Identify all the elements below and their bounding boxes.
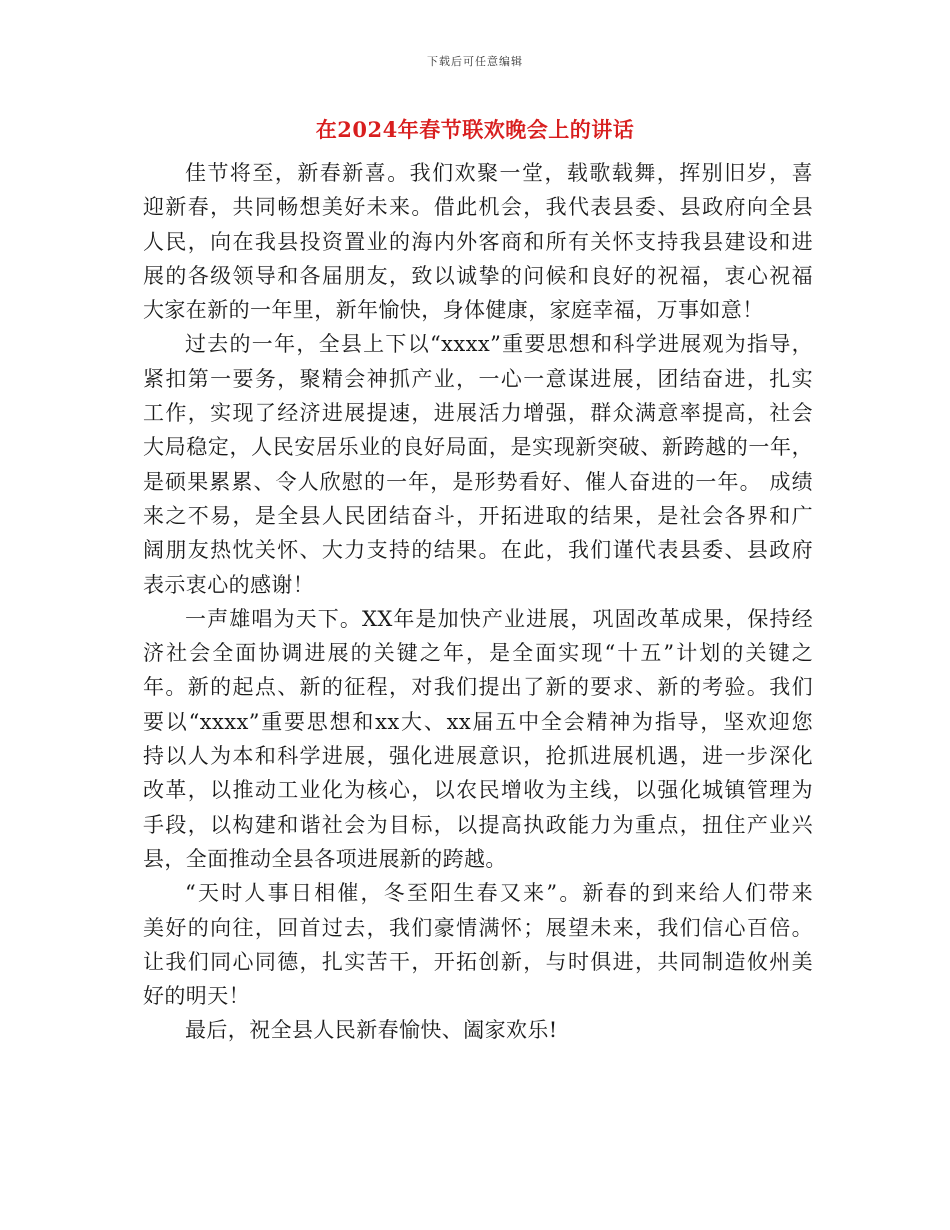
paragraph-line: 人民，向在我县投资置业的海内外客商和所有关怀支持我县建设和进 bbox=[143, 229, 813, 254]
paragraph-line: 美好的向往，回首过去，我们豪情满怀；展望未来，我们信心百倍。 bbox=[143, 915, 813, 940]
paragraph-line: 紧扣第一要务，聚精会神抓产业，一心一意谋进展，团结奋进，扎实 bbox=[143, 366, 813, 391]
paragraph bbox=[143, 156, 813, 327]
paragraph-line: 大局稳定，人民安居乐业的良好局面，是实现新突破、新跨越的一年， bbox=[143, 435, 813, 460]
document-title: 在2024年春节联欢晚会上的讲话 bbox=[315, 117, 635, 142]
paragraph-line: 一声雄唱为天下。XX年是加快产业进展，巩固改革成果，保持经 bbox=[185, 606, 813, 631]
paragraph-line: 让我们同心同德，扎实苦干，开拓创新，与时俱进，共同制造攸州美 bbox=[143, 949, 813, 974]
paragraph-line: 过去的一年，全县上下以“xxxx”重要思想和科学进展观为指导， bbox=[185, 332, 813, 357]
paragraph bbox=[143, 602, 813, 876]
paragraph-line: 最后，祝全县人民新春愉快、阖家欢乐! bbox=[185, 1018, 558, 1043]
paragraph-line: 改革，以推动工业化为核心，以农民增收为主线，以强化城镇管理为 bbox=[143, 778, 813, 803]
paragraph-line: 工作，实现了经济进展提速，进展活力增强，群众满意率提高，社会 bbox=[143, 401, 813, 426]
paragraph bbox=[143, 1013, 813, 1047]
paragraph bbox=[143, 876, 813, 1013]
paragraph-line: 手段，以构建和谐社会为目标，以提高执政能力为重点，扭住产业兴 bbox=[143, 812, 813, 837]
document-body bbox=[143, 156, 813, 1048]
paragraph-line: 表示衷心的感谢！ bbox=[143, 572, 315, 597]
paragraph-line: 来之不易，是全县人民团结奋斗，开拓进取的结果，是社会各界和广 bbox=[143, 503, 813, 528]
paragraph-line: 是硕果累累、令人欣慰的一年，是形势看好、催人奋进的一年。 成绩 bbox=[143, 469, 813, 494]
header-note: 下载后可任意编辑 bbox=[427, 55, 523, 68]
paragraph-line: 阔朋友热忱关怀、大力支持的结果。在此，我们谨代表县委、县政府 bbox=[143, 538, 813, 563]
paragraph-line: 要以“xxxx”重要思想和xx大、xx届五中全会精神为指导，坚欢迎您 bbox=[143, 709, 813, 734]
paragraph-line: 佳节将至，新春新喜。我们欢聚一堂，载歌载舞，挥别旧岁，喜 bbox=[185, 161, 813, 185]
paragraph bbox=[143, 327, 813, 601]
paragraph-line: 展的各级领导和各届朋友，致以诚挚的问候和良好的祝福，衷心祝福 bbox=[143, 263, 813, 288]
paragraph-line: 好的明天！ bbox=[143, 984, 250, 1009]
paragraph-line: “天时人事日相催，冬至阳生春又来”。新春的到来给人们带来 bbox=[185, 881, 813, 906]
paragraph-line: 年。新的起点、新的征程，对我们提出了新的要求、新的考验。我们 bbox=[143, 675, 813, 700]
paragraph-line: 济社会全面协调进展的关键之年，是全面实现“十五”计划的关键之 bbox=[143, 641, 813, 666]
paragraph-line: 持以人为本和科学进展，强化进展意识，抢抓进展机遇，进一步深化 bbox=[143, 744, 813, 769]
paragraph-line: 县，全面推动全县各项进展新的跨越。 bbox=[143, 846, 507, 871]
paragraph-line: 迎新春，共同畅想美好未来。借此机会，我代表县委、县政府向全县 bbox=[143, 195, 813, 220]
paragraph-line: 大家在新的一年里，新年愉快，身体健康，家庭幸福，万事如意！ bbox=[143, 298, 764, 323]
